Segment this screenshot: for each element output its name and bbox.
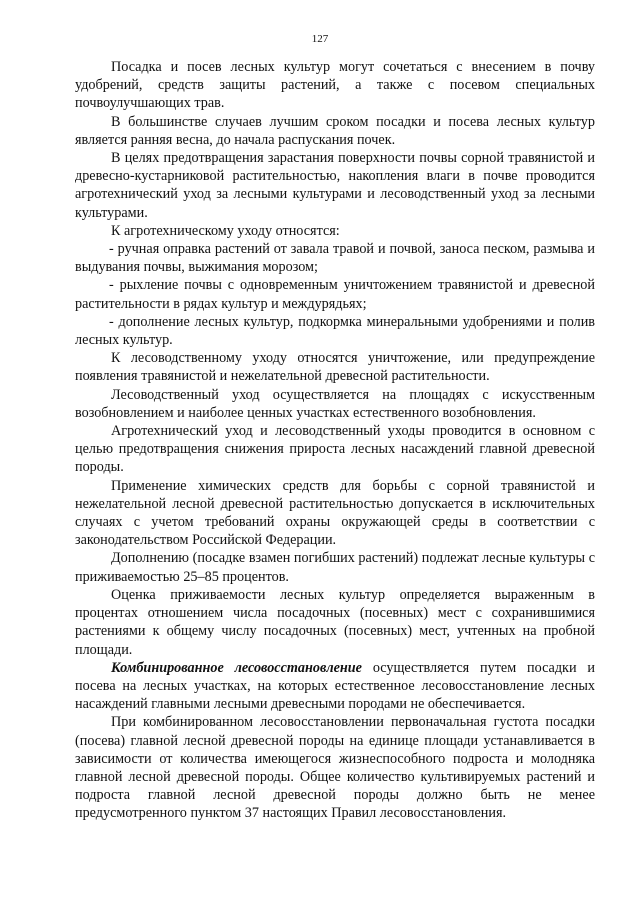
paragraph-supplement-survival: Дополнению (посадке взамен погибших растений) подлежат лесные культуры с приживаемостью 25–85 процентов. [75, 550, 595, 585]
term-combined-reforestation: Комбинированное лесовосстановление [111, 659, 362, 676]
paragraph-care-purpose: В целях предотвращения зарастания поверхности почвы сорной травянистой и древесно-кустарниковой растительностью, накопления влаги в почве проводится агротехнический уход за лесными культурами и лесоводственный уход за лесными культурами. [75, 150, 595, 221]
paragraph-care-goal: Агротехнический уход и лесоводственный уходы проводится в основном с целью предотвращения снижения прироста лесных насаждений главной древесной породы. [75, 423, 595, 476]
paragraph-planting-fertilizers: Посадка и посев лесных культур могут сочетаться с внесением в почву удобрений, средств защиты растений, а также с посевом специальных почвоулучшающих трав. [75, 59, 595, 112]
paragraph-planting-density: При комбинированном лесовосстановлении первоначальная густота посадки (посева) главной лесной древесной породы на единице площади устанавливается в зависимости от количества имеющегося жизнеспособного подроста и молодняка главной лесной древесной породы. Общее количество культивируемых растений и подроста главной лесной древесной породы должно быть не менее предусмотренного пунктом 37 настоящих Правил лесовосстановления. [75, 714, 595, 822]
list-item-supplement: - дополнение лесных культур, подкормка минеральными удобрениями и полив лесных культур. [75, 313, 595, 349]
paragraph-agrotechnical-heading: К агротехническому уходу относятся: [111, 222, 340, 239]
combined-reforestation-text: осуществляется путем посадки и посева на лесных участках, на которых естественное лесовосстановление лесных насаждений главными лесными древесными породами не обеспечивается. [75, 659, 595, 713]
paragraph-combined-reforestation [75, 659, 595, 714]
document-body [75, 58, 595, 823]
list-item-loosening: - рыхление почвы с одновременным уничтожением травянистой и древесной растительности в рядах культур и междурядьях; [75, 277, 595, 312]
paragraph-survival-assessment: Оценка приживаемости лесных культур определяется выраженным в процентах отношением числа посадочных (посевных) мест с сохранившимися растениями к общему числу посадочных (посевных) мест, учтенных на пробной площади. [75, 586, 595, 658]
paragraph-silvicultural-care: К лесоводственному уходу относятся уничтожение, или предупреждение появления травянистой и нежелательной древесной растительности. [75, 350, 595, 385]
page-number: 127 [311, 33, 329, 45]
paragraph-silvicultural-areas: Лесоводственный уход осуществляется на площадях с искусственным возобновлением и наиболее ценных участках естественного возобновления. [75, 386, 595, 421]
paragraph-planting-season: В большинстве случаев лучшим сроком посадки и посева лесных культур является ранняя весна, до начала распускания почек. [75, 113, 595, 148]
paragraph-chemicals: Применение химических средств для борьбы с сорной травянистой и нежелательной лесной древесной растительностью допускается в исключительных случаях с учетом требований охраны окружающей среды в соответствии с законодательством Российской Федерации. [75, 477, 595, 549]
list-item-manual-care: - ручная оправка растений от завала травой и почвой, заноса песком, размыва и выдувания почвы, выжимания морозом; [75, 241, 595, 276]
